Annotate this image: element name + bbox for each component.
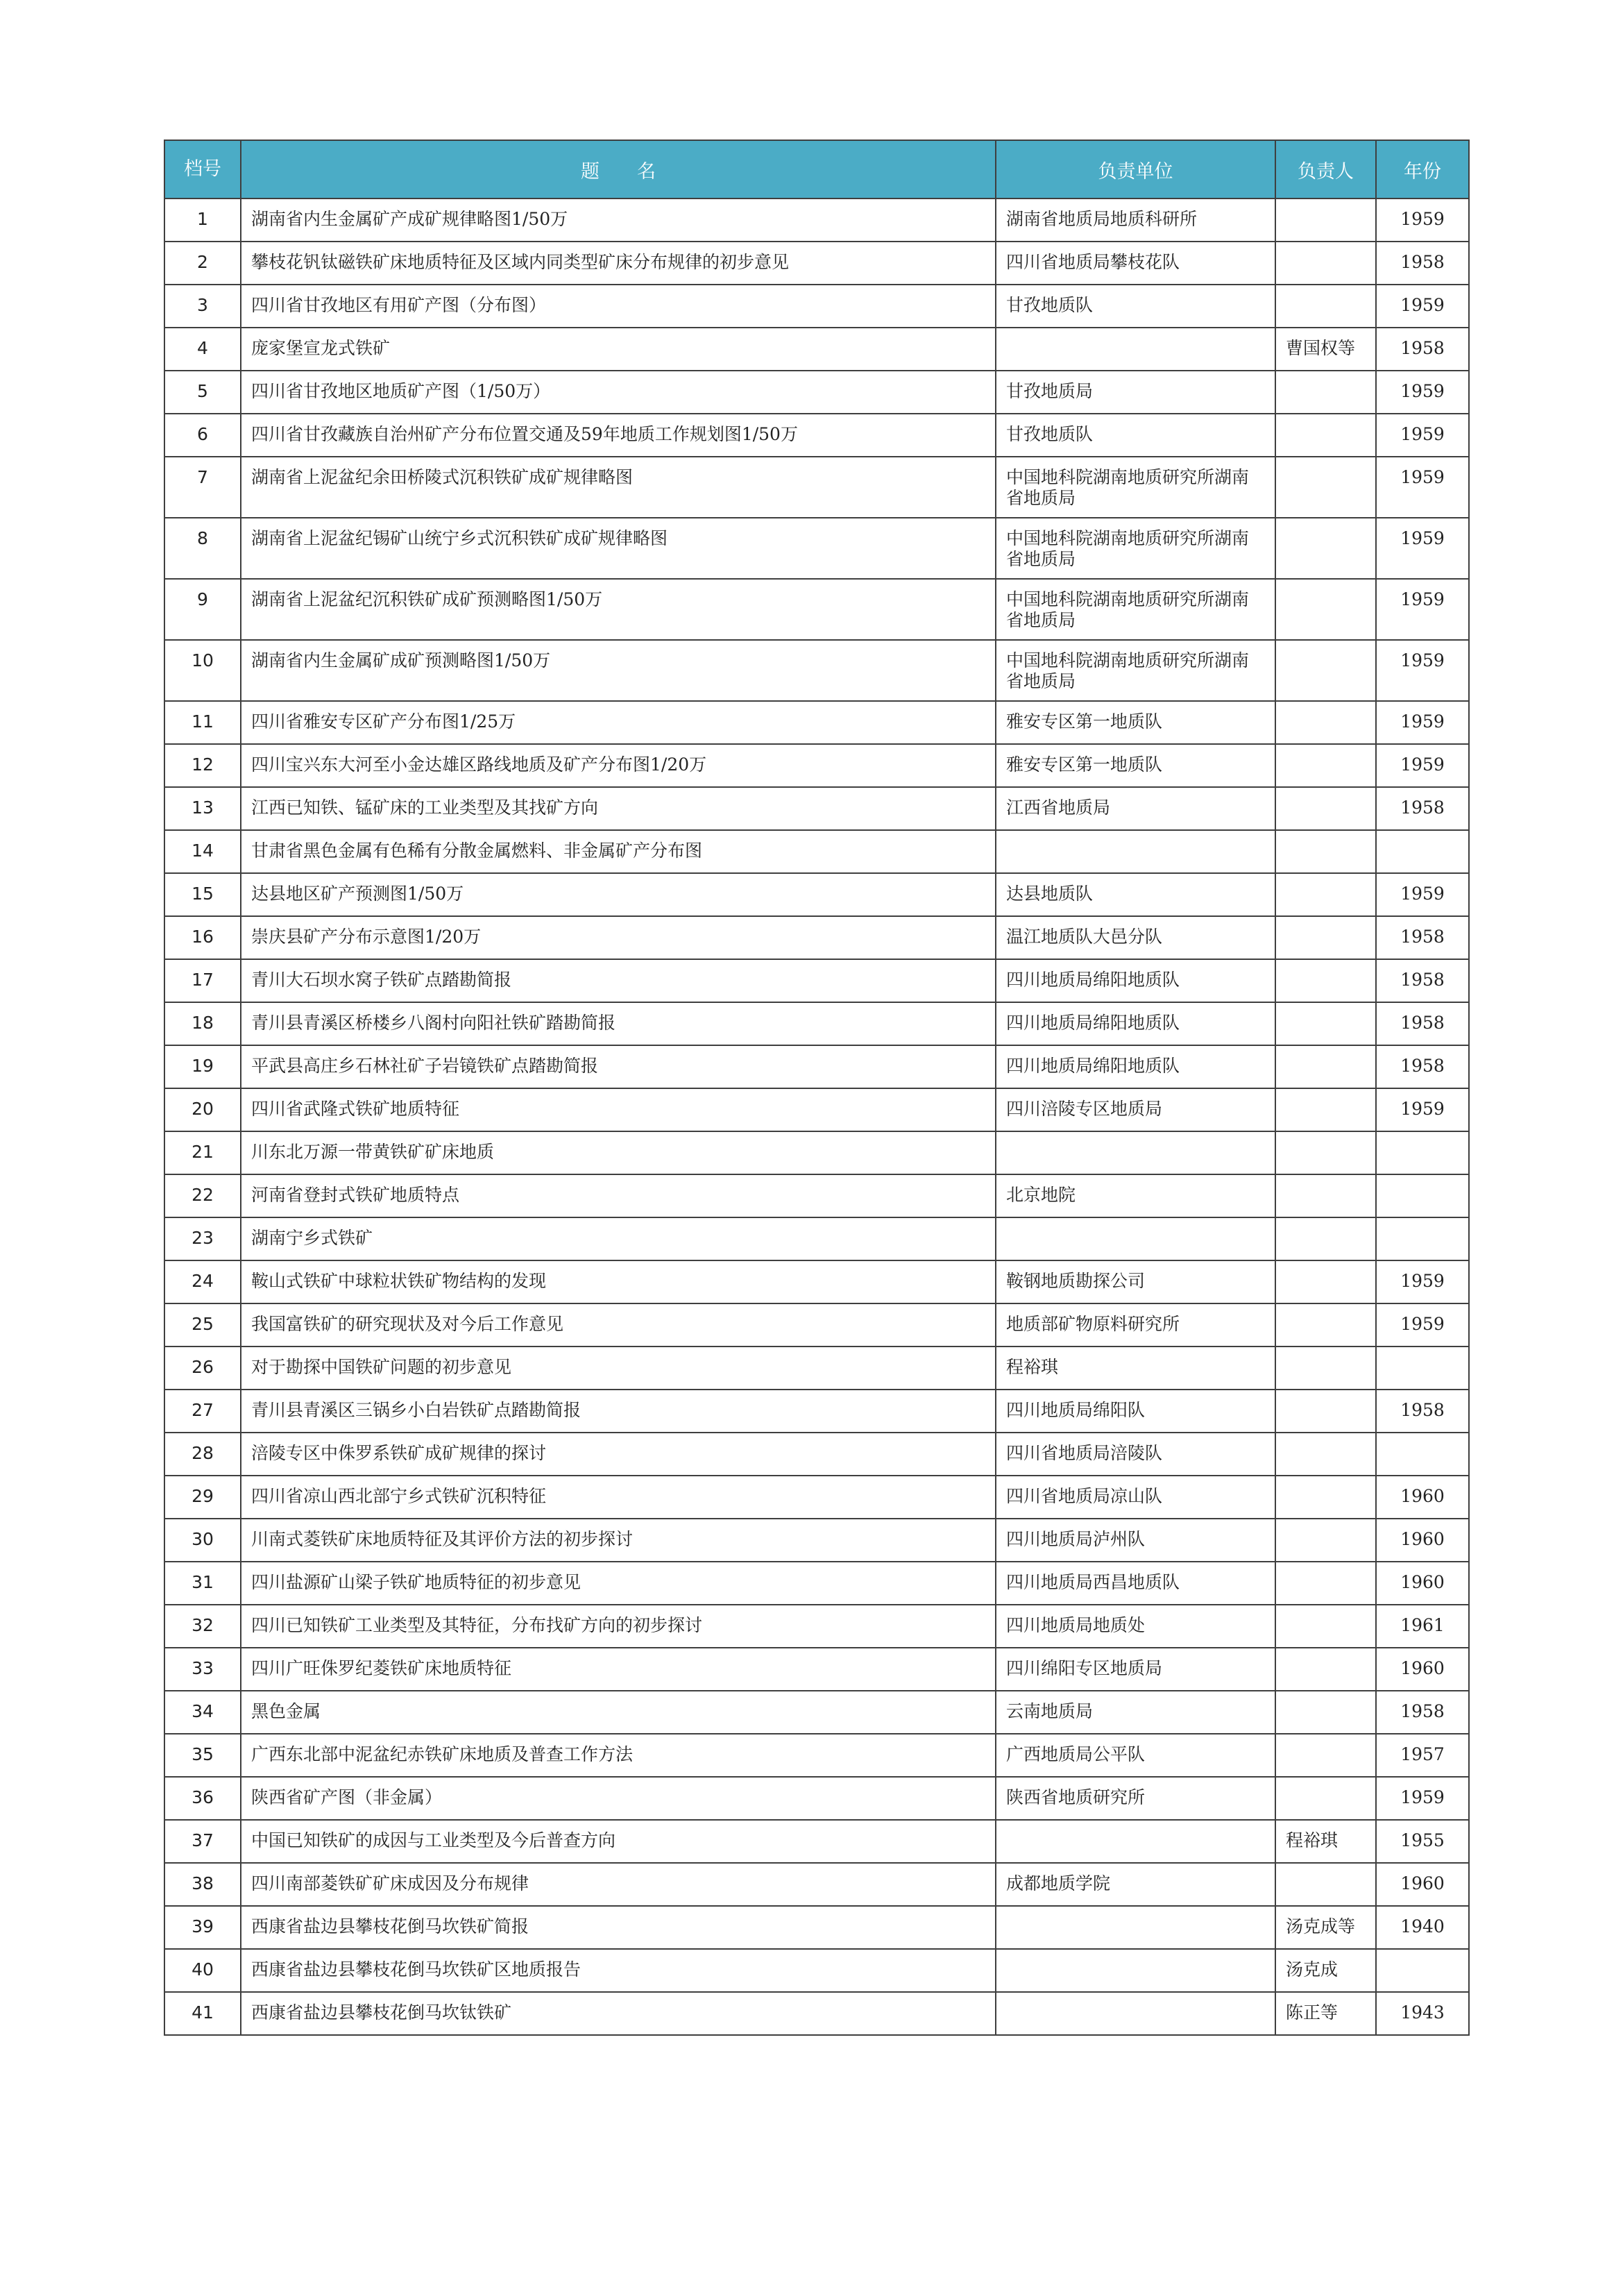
table-row — [164, 1088, 1469, 1131]
cell-person — [1275, 1347, 1376, 1390]
cell-unit: 广西地质局公平队 — [996, 1734, 1275, 1777]
table-row — [164, 1347, 1469, 1390]
cell-archive-no: 27 — [164, 1390, 241, 1433]
cell-person — [1275, 1605, 1376, 1648]
cell-archive-no: 25 — [164, 1303, 241, 1347]
table-row — [164, 701, 1469, 744]
cell-person: 曹国权等 — [1275, 328, 1376, 371]
cell-year — [1376, 1217, 1469, 1260]
cell-year: 1959 — [1376, 701, 1469, 744]
cell-unit: 四川地质局绵阳地质队 — [996, 1002, 1275, 1045]
cell-archive-no: 5 — [164, 371, 241, 414]
cell-year: 1959 — [1376, 1777, 1469, 1820]
cell-archive-no: 33 — [164, 1648, 241, 1691]
cell-title: 河南省登封式铁矿地质特点 — [241, 1174, 996, 1217]
cell-title: 四川南部菱铁矿矿床成因及分布规律 — [241, 1863, 996, 1906]
cell-year: 1943 — [1376, 1992, 1469, 2035]
cell-archive-no: 36 — [164, 1777, 241, 1820]
cell-year: 1959 — [1376, 285, 1469, 328]
table-row — [164, 414, 1469, 457]
cell-unit — [996, 1131, 1275, 1174]
cell-year: 1959 — [1376, 199, 1469, 242]
cell-unit: 程裕琪 — [996, 1347, 1275, 1390]
cell-unit — [996, 1992, 1275, 2035]
cell-title: 鞍山式铁矿中球粒状铁矿物结构的发现 — [241, 1260, 996, 1303]
cell-archive-no: 15 — [164, 873, 241, 916]
cell-year: 1959 — [1376, 1260, 1469, 1303]
cell-archive-no: 24 — [164, 1260, 241, 1303]
cell-year: 1960 — [1376, 1476, 1469, 1519]
cell-year — [1376, 1433, 1469, 1476]
table-row — [164, 1476, 1469, 1519]
cell-person — [1275, 1002, 1376, 1045]
cell-person: 汤克成等 — [1275, 1906, 1376, 1949]
cell-person — [1275, 579, 1376, 640]
cell-title: 西康省盐边县攀枝花倒马坎铁矿简报 — [241, 1906, 996, 1949]
table-row — [164, 916, 1469, 959]
cell-person: 陈正等 — [1275, 1992, 1376, 2035]
cell-title: 四川宝兴东大河至小金达雄区路线地质及矿产分布图1/20万 — [241, 744, 996, 787]
cell-archive-no: 34 — [164, 1691, 241, 1734]
cell-archive-no: 4 — [164, 328, 241, 371]
cell-unit: 温江地质队大邑分队 — [996, 916, 1275, 959]
table-row — [164, 1217, 1469, 1260]
table-row — [164, 1777, 1469, 1820]
cell-person — [1275, 1260, 1376, 1303]
table-row — [164, 1562, 1469, 1605]
cell-title: 平武县高庄乡石林社矿子岩镜铁矿点踏勘简报 — [241, 1045, 996, 1088]
cell-archive-no: 26 — [164, 1347, 241, 1390]
cell-title: 湖南宁乡式铁矿 — [241, 1217, 996, 1260]
cell-year: 1960 — [1376, 1648, 1469, 1691]
cell-unit: 达县地质队 — [996, 873, 1275, 916]
cell-title: 广西东北部中泥盆纪赤铁矿床地质及普查工作方法 — [241, 1734, 996, 1777]
table-row — [164, 371, 1469, 414]
cell-year: 1958 — [1376, 787, 1469, 830]
cell-title: 湖南省上泥盆纪锡矿山统宁乡式沉积铁矿成矿规律略图 — [241, 518, 996, 579]
cell-person — [1275, 1691, 1376, 1734]
cell-year: 1960 — [1376, 1562, 1469, 1605]
cell-archive-no: 23 — [164, 1217, 241, 1260]
table-row — [164, 1992, 1469, 2035]
cell-year: 1958 — [1376, 1045, 1469, 1088]
cell-year: 1960 — [1376, 1519, 1469, 1562]
cell-title: 川南式菱铁矿床地质特征及其评价方法的初步探讨 — [241, 1519, 996, 1562]
cell-person — [1275, 916, 1376, 959]
cell-archive-no: 22 — [164, 1174, 241, 1217]
cell-person — [1275, 1390, 1376, 1433]
cell-unit: 中国地科院湖南地质研究所湖南省地质局 — [996, 518, 1275, 579]
cell-year: 1940 — [1376, 1906, 1469, 1949]
cell-title: 我国富铁矿的研究现状及对今后工作意见 — [241, 1303, 996, 1347]
cell-person — [1275, 873, 1376, 916]
cell-title: 陕西省矿产图（非金属） — [241, 1777, 996, 1820]
cell-year: 1955 — [1376, 1820, 1469, 1863]
cell-title: 四川省武隆式铁矿地质特征 — [241, 1088, 996, 1131]
table-row — [164, 1734, 1469, 1777]
cell-archive-no: 12 — [164, 744, 241, 787]
cell-person: 汤克成 — [1275, 1949, 1376, 1992]
cell-title: 涪陵专区中侏罗系铁矿成矿规律的探讨 — [241, 1433, 996, 1476]
cell-unit: 中国地科院湖南地质研究所湖南省地质局 — [996, 579, 1275, 640]
cell-unit: 湖南省地质局地质科研所 — [996, 199, 1275, 242]
cell-year: 1958 — [1376, 1390, 1469, 1433]
cell-archive-no: 18 — [164, 1002, 241, 1045]
cell-person — [1275, 744, 1376, 787]
table-row — [164, 1949, 1469, 1992]
cell-unit: 四川涪陵专区地质局 — [996, 1088, 1275, 1131]
cell-unit — [996, 1949, 1275, 1992]
cell-archive-no: 29 — [164, 1476, 241, 1519]
cell-archive-no: 2 — [164, 242, 241, 285]
cell-archive-no: 20 — [164, 1088, 241, 1131]
cell-title: 江西已知铁、锰矿床的工业类型及其找矿方向 — [241, 787, 996, 830]
cell-person — [1275, 371, 1376, 414]
cell-person — [1275, 1476, 1376, 1519]
table-row — [164, 1303, 1469, 1347]
cell-title: 湖南省内生金属矿成矿预测略图1/50万 — [241, 640, 996, 701]
cell-year: 1958 — [1376, 1691, 1469, 1734]
cell-person — [1275, 1519, 1376, 1562]
cell-title: 川东北万源一带黄铁矿矿床地质 — [241, 1131, 996, 1174]
cell-title: 四川省甘孜地区有用矿产图（分布图） — [241, 285, 996, 328]
cell-person — [1275, 1088, 1376, 1131]
cell-unit: 四川绵阳专区地质局 — [996, 1648, 1275, 1691]
header-title: 题 名 — [241, 140, 996, 199]
cell-year: 1958 — [1376, 1002, 1469, 1045]
cell-person — [1275, 787, 1376, 830]
cell-person — [1275, 701, 1376, 744]
table-row — [164, 830, 1469, 873]
cell-archive-no: 21 — [164, 1131, 241, 1174]
header-archive-no: 档号 — [164, 140, 241, 199]
header-unit: 负责单位 — [996, 140, 1275, 199]
table-row — [164, 787, 1469, 830]
cell-archive-no: 8 — [164, 518, 241, 579]
cell-person — [1275, 457, 1376, 518]
cell-title: 湖南省内生金属矿产成矿规律略图1/50万 — [241, 199, 996, 242]
cell-year: 1958 — [1376, 959, 1469, 1002]
cell-archive-no: 30 — [164, 1519, 241, 1562]
table-row — [164, 873, 1469, 916]
cell-person: 程裕琪 — [1275, 1820, 1376, 1863]
table-row — [164, 242, 1469, 285]
cell-unit: 四川地质局西昌地质队 — [996, 1562, 1275, 1605]
table-header-row — [164, 140, 1469, 199]
cell-unit: 四川地质局绵阳队 — [996, 1390, 1275, 1433]
cell-archive-no: 32 — [164, 1605, 241, 1648]
cell-unit: 四川省地质局凉山队 — [996, 1476, 1275, 1519]
cell-archive-no: 14 — [164, 830, 241, 873]
cell-title: 中国已知铁矿的成因与工业类型及今后普查方向 — [241, 1820, 996, 1863]
cell-title: 四川省雅安专区矿产分布图1/25万 — [241, 701, 996, 744]
cell-archive-no: 6 — [164, 414, 241, 457]
table-row — [164, 1691, 1469, 1734]
table-row — [164, 328, 1469, 371]
cell-title: 攀枝花钒钛磁铁矿床地质特征及区域内同类型矿床分布规律的初步意见 — [241, 242, 996, 285]
cell-person — [1275, 1303, 1376, 1347]
cell-archive-no: 35 — [164, 1734, 241, 1777]
table-row — [164, 1174, 1469, 1217]
cell-archive-no: 1 — [164, 199, 241, 242]
cell-unit: 四川省地质局涪陵队 — [996, 1433, 1275, 1476]
cell-unit: 四川地质局地质处 — [996, 1605, 1275, 1648]
cell-title: 庞家堡宣龙式铁矿 — [241, 328, 996, 371]
cell-archive-no: 16 — [164, 916, 241, 959]
cell-unit: 雅安专区第一地质队 — [996, 701, 1275, 744]
cell-unit: 甘孜地质队 — [996, 414, 1275, 457]
table-row — [164, 1260, 1469, 1303]
table-row — [164, 1519, 1469, 1562]
cell-unit: 北京地院 — [996, 1174, 1275, 1217]
cell-unit: 四川省地质局攀枝花队 — [996, 242, 1275, 285]
cell-title: 青川县青溪区三锅乡小白岩铁矿点踏勘简报 — [241, 1390, 996, 1433]
cell-unit — [996, 328, 1275, 371]
cell-archive-no: 10 — [164, 640, 241, 701]
cell-title: 湖南省上泥盆纪余田桥陵式沉积铁矿成矿规律略图 — [241, 457, 996, 518]
cell-person — [1275, 285, 1376, 328]
cell-year — [1376, 1347, 1469, 1390]
cell-archive-no: 28 — [164, 1433, 241, 1476]
table-row — [164, 1820, 1469, 1863]
cell-unit: 雅安专区第一地质队 — [996, 744, 1275, 787]
cell-title: 崇庆县矿产分布示意图1/20万 — [241, 916, 996, 959]
table-row — [164, 640, 1469, 701]
cell-title: 四川省甘孜地区地质矿产图（1/50万） — [241, 371, 996, 414]
cell-title: 西康省盐边县攀枝花倒马坎钛铁矿 — [241, 1992, 996, 2035]
cell-person — [1275, 199, 1376, 242]
table-row — [164, 1002, 1469, 1045]
table-row — [164, 1863, 1469, 1906]
table-row — [164, 199, 1469, 242]
cell-year: 1959 — [1376, 414, 1469, 457]
cell-year: 1959 — [1376, 518, 1469, 579]
cell-unit: 甘孜地质局 — [996, 371, 1275, 414]
cell-year: 1959 — [1376, 371, 1469, 414]
cell-unit: 四川地质局泸州队 — [996, 1519, 1275, 1562]
cell-unit — [996, 830, 1275, 873]
table-row — [164, 518, 1469, 579]
cell-title: 对于勘探中国铁矿问题的初步意见 — [241, 1347, 996, 1390]
cell-archive-no: 7 — [164, 457, 241, 518]
cell-title: 达县地区矿产预测图1/50万 — [241, 873, 996, 916]
cell-title: 青川大石坝水窝子铁矿点踏勘简报 — [241, 959, 996, 1002]
cell-title: 湖南省上泥盆纪沉积铁矿成矿预测略图1/50万 — [241, 579, 996, 640]
cell-title: 四川省甘孜藏族自治州矿产分布位置交通及59年地质工作规划图1/50万 — [241, 414, 996, 457]
cell-person — [1275, 1734, 1376, 1777]
cell-title: 四川广旺侏罗纪菱铁矿床地质特征 — [241, 1648, 996, 1691]
cell-year: 1959 — [1376, 457, 1469, 518]
cell-year: 1959 — [1376, 640, 1469, 701]
cell-archive-no: 40 — [164, 1949, 241, 1992]
cell-year: 1959 — [1376, 1088, 1469, 1131]
cell-unit: 四川地质局绵阳地质队 — [996, 959, 1275, 1002]
cell-archive-no: 38 — [164, 1863, 241, 1906]
table-row — [164, 285, 1469, 328]
cell-person — [1275, 830, 1376, 873]
cell-year: 1958 — [1376, 916, 1469, 959]
table-row — [164, 457, 1469, 518]
cell-unit — [996, 1820, 1275, 1863]
table-row — [164, 1131, 1469, 1174]
table-row — [164, 1045, 1469, 1088]
cell-year: 1959 — [1376, 873, 1469, 916]
cell-archive-no: 31 — [164, 1562, 241, 1605]
cell-unit — [996, 1906, 1275, 1949]
cell-year — [1376, 1131, 1469, 1174]
cell-person — [1275, 1045, 1376, 1088]
header-year: 年份 — [1376, 140, 1469, 199]
cell-unit: 地质部矿物原料研究所 — [996, 1303, 1275, 1347]
cell-year — [1376, 1174, 1469, 1217]
cell-year: 1959 — [1376, 744, 1469, 787]
table-row — [164, 1433, 1469, 1476]
cell-title: 甘肃省黑色金属有色稀有分散金属燃料、非金属矿产分布图 — [241, 830, 996, 873]
header-person: 负责人 — [1275, 140, 1376, 199]
cell-year: 1959 — [1376, 579, 1469, 640]
cell-person — [1275, 959, 1376, 1002]
cell-person — [1275, 1777, 1376, 1820]
cell-unit: 四川地质局绵阳地质队 — [996, 1045, 1275, 1088]
cell-person — [1275, 518, 1376, 579]
cell-person — [1275, 1174, 1376, 1217]
cell-archive-no: 13 — [164, 787, 241, 830]
cell-unit: 成都地质学院 — [996, 1863, 1275, 1906]
cell-year: 1958 — [1376, 328, 1469, 371]
table-row — [164, 1906, 1469, 1949]
cell-title: 黑色金属 — [241, 1691, 996, 1734]
cell-unit: 甘孜地质队 — [996, 285, 1275, 328]
cell-unit: 陕西省地质研究所 — [996, 1777, 1275, 1820]
cell-unit: 中国地科院湖南地质研究所湖南省地质局 — [996, 640, 1275, 701]
table-row — [164, 744, 1469, 787]
cell-unit: 中国地科院湖南地质研究所湖南省地质局 — [996, 457, 1275, 518]
cell-year — [1376, 1949, 1469, 1992]
cell-person — [1275, 414, 1376, 457]
cell-archive-no: 41 — [164, 1992, 241, 2035]
cell-year: 1961 — [1376, 1605, 1469, 1648]
cell-person — [1275, 640, 1376, 701]
cell-person — [1275, 1433, 1376, 1476]
cell-year: 1958 — [1376, 242, 1469, 285]
cell-year: 1957 — [1376, 1734, 1469, 1777]
cell-person — [1275, 1562, 1376, 1605]
table-row — [164, 1648, 1469, 1691]
cell-person — [1275, 1217, 1376, 1260]
cell-unit: 江西省地质局 — [996, 787, 1275, 830]
cell-unit: 云南地质局 — [996, 1691, 1275, 1734]
table-row — [164, 579, 1469, 640]
cell-archive-no: 9 — [164, 579, 241, 640]
cell-person — [1275, 1131, 1376, 1174]
cell-archive-no: 19 — [164, 1045, 241, 1088]
cell-archive-no: 17 — [164, 959, 241, 1002]
cell-year: 1960 — [1376, 1863, 1469, 1906]
cell-archive-no: 37 — [164, 1820, 241, 1863]
table-row — [164, 959, 1469, 1002]
cell-person — [1275, 1863, 1376, 1906]
cell-unit — [996, 1217, 1275, 1260]
cell-person — [1275, 242, 1376, 285]
cell-unit: 鞍钢地质勘探公司 — [996, 1260, 1275, 1303]
table-row — [164, 1390, 1469, 1433]
cell-archive-no: 39 — [164, 1906, 241, 1949]
cell-person — [1275, 1648, 1376, 1691]
cell-title: 青川县青溪区桥楼乡八阁村向阳社铁矿踏勘简报 — [241, 1002, 996, 1045]
cell-title: 四川盐源矿山梁子铁矿地质特征的初步意见 — [241, 1562, 996, 1605]
table-row — [164, 1605, 1469, 1648]
cell-archive-no: 11 — [164, 701, 241, 744]
cell-year: 1959 — [1376, 1303, 1469, 1347]
cell-title: 四川已知铁矿工业类型及其特征，分布找矿方向的初步探讨 — [241, 1605, 996, 1648]
cell-archive-no: 3 — [164, 285, 241, 328]
cell-title: 四川省凉山西北部宁乡式铁矿沉积特征 — [241, 1476, 996, 1519]
cell-year — [1376, 830, 1469, 873]
cell-title: 西康省盐边县攀枝花倒马坎铁矿区地质报告 — [241, 1949, 996, 1992]
archive-table — [164, 140, 1470, 2036]
